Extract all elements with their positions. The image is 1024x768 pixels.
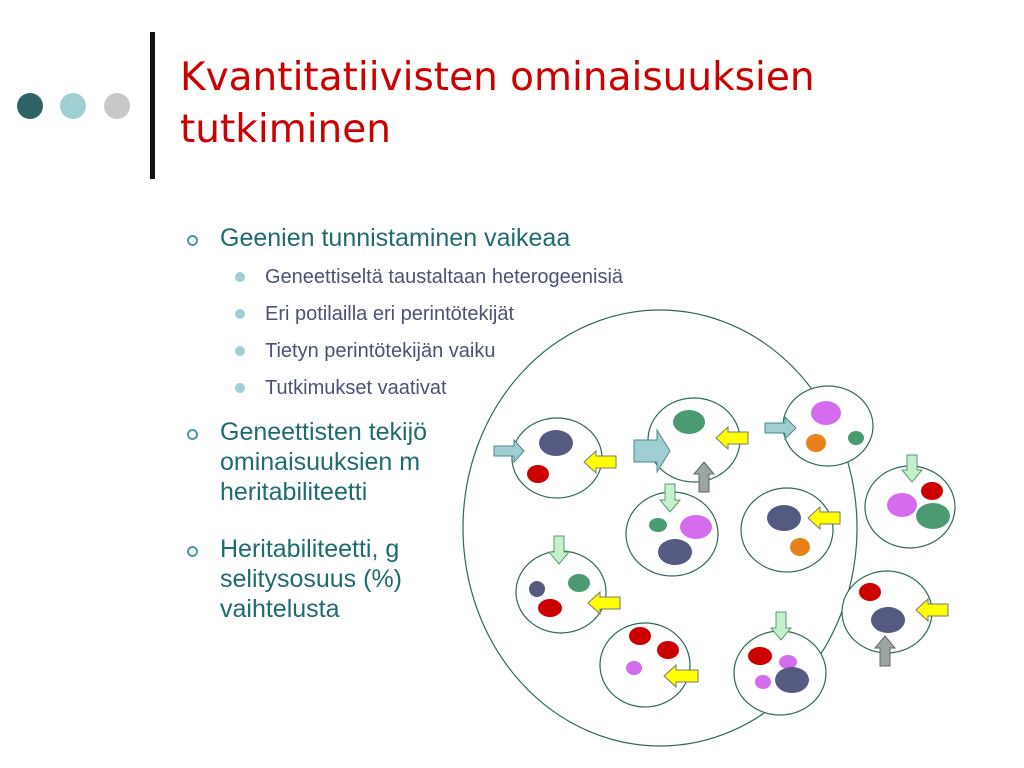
cell-10 <box>842 571 948 666</box>
bullet-3-line-1: Heritabiliteetti, g <box>220 535 400 563</box>
title-line-1: Kvantitatiivisten ominaisuuksien <box>180 55 815 100</box>
bullet-2-line-2: ominaisuuksien m <box>220 448 421 476</box>
cell-6 <box>865 455 955 548</box>
bullet-2-line-3: heritabiliteetti <box>220 478 368 506</box>
sub-bullet-1: Geneettiseltä taustaltaan heterogeenisiä <box>265 266 624 288</box>
bullet-3-line-2: selitysosuus (%) <box>220 565 402 593</box>
bullet-1: Geenien tunnistaminen vaikeaa <box>220 224 571 252</box>
sub-bullet-2: Eri potilailla eri perintötekijät <box>265 303 515 325</box>
title-line-2: tutkiminen <box>180 107 391 152</box>
sub-bullet-3: Tietyn perintötekijän vaiku <box>265 340 496 362</box>
sub-bullet-4: Tutkimukset vaativat <box>265 377 447 399</box>
bullet-2-line-1: Geneettisten tekijö <box>220 418 428 446</box>
bullet-3-line-3: vaihtelusta <box>220 595 340 623</box>
